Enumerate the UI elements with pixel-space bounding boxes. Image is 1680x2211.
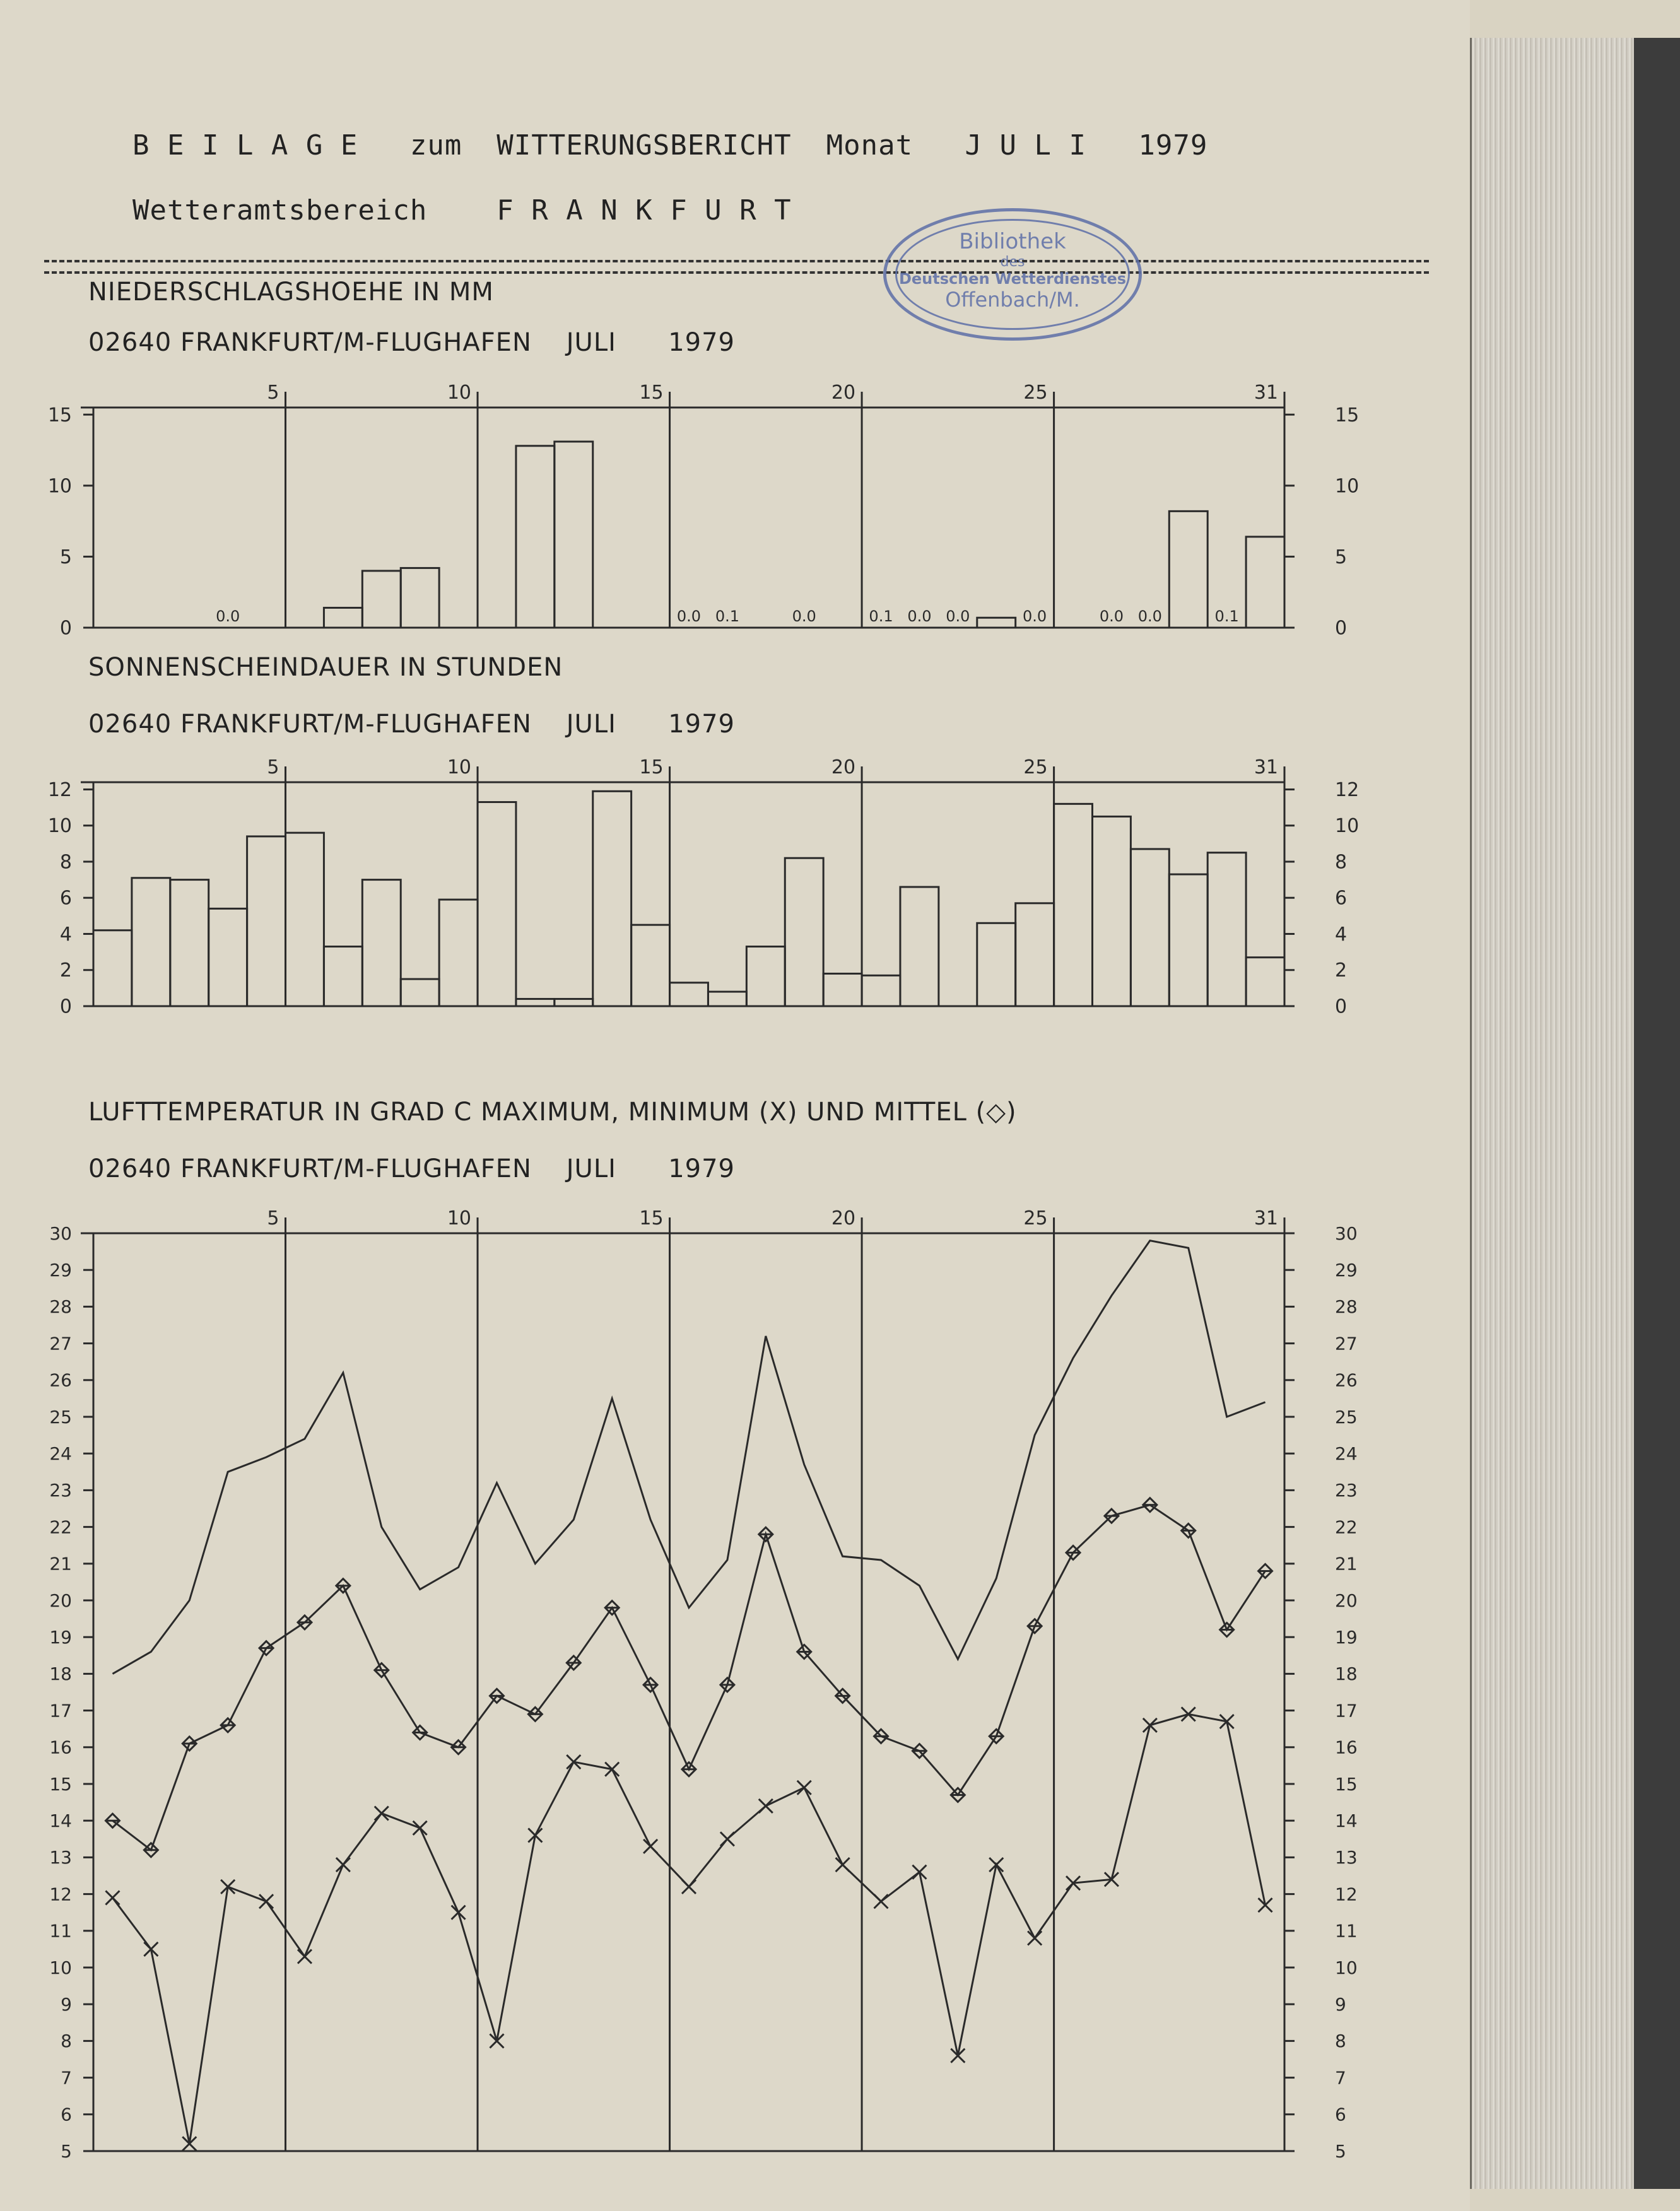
bar-value-label: 0.0	[1137, 607, 1162, 625]
minimum-x-marker	[912, 1865, 926, 1879]
y-tick-label-left: 5	[59, 546, 72, 568]
header-line-2: Wetteramtsbereich F R A N K F U R T	[132, 194, 792, 226]
bar	[1169, 874, 1207, 1006]
y-tick-label-right: 15	[1335, 1773, 1358, 1795]
bar	[1092, 816, 1131, 1006]
bar	[209, 908, 247, 1006]
library-stamp	[883, 208, 1142, 341]
bar	[1169, 511, 1207, 628]
book-page-edges	[1470, 38, 1636, 2189]
y-tick-label-right: 17	[1335, 1700, 1358, 1721]
minimum-x-marker	[643, 1839, 657, 1853]
mittel-diamond-marker	[259, 1641, 273, 1655]
y-tick-label-left: 23	[49, 1480, 72, 1501]
mittel-diamond-marker	[567, 1656, 580, 1670]
x-tick-label: 15	[639, 382, 664, 404]
bar-value-label: 0.0	[676, 607, 702, 625]
bar	[555, 999, 593, 1006]
y-tick-label-left: 29	[49, 1260, 72, 1281]
bar	[286, 833, 324, 1006]
y-tick-label-left: 24	[49, 1443, 72, 1464]
y-tick-label-left: 20	[49, 1590, 72, 1611]
bar-value-label: 0.1	[1214, 607, 1239, 625]
x-tick-label: 15	[639, 1207, 664, 1229]
y-tick-label-right: 7	[1335, 2067, 1346, 2089]
y-tick-label-left: 7	[61, 2067, 72, 2089]
y-tick-label-left: 4	[59, 923, 72, 946]
mittel-diamond-marker	[989, 1729, 1003, 1743]
minimum-x-marker	[375, 1807, 389, 1821]
y-tick-label-right: 14	[1335, 1810, 1358, 1831]
bar	[670, 983, 708, 1006]
y-tick-label-right: 26	[1335, 1369, 1358, 1391]
bar	[631, 925, 670, 1006]
bar	[93, 930, 132, 1006]
minimum-x-marker	[1143, 1718, 1157, 1732]
y-tick-label-left: 12	[47, 778, 72, 801]
mittel-diamond-marker	[759, 1527, 773, 1541]
minimum-x-marker	[1028, 1931, 1042, 1945]
bar	[593, 791, 631, 1006]
y-tick-label-left: 19	[49, 1627, 72, 1648]
y-tick-label-right: 12	[1335, 1884, 1358, 1905]
y-tick-label-right: 8	[1335, 2031, 1346, 2052]
x-tick-label: 20	[831, 756, 856, 778]
bar	[823, 973, 862, 1006]
y-tick-label-left: 11	[49, 1920, 72, 1942]
bar	[555, 442, 593, 628]
stamp-line-3: Deutschen Wetterdienstes	[898, 270, 1127, 288]
x-tick-label: 15	[639, 756, 664, 778]
y-tick-label-left: 15	[47, 404, 72, 426]
minimum-x-marker	[298, 1950, 312, 1964]
y-tick-label-left: 8	[59, 851, 72, 874]
y-tick-label-right: 29	[1335, 1260, 1358, 1281]
bar-value-label: 0.0	[907, 607, 932, 625]
sunshine-chart	[0, 751, 1388, 1028]
double-rule-divider	[44, 260, 1429, 274]
y-tick-label-right: 12	[1335, 778, 1360, 801]
y-tick-label-left: 21	[49, 1553, 72, 1575]
y-tick-label-left: 27	[49, 1333, 72, 1354]
y-tick-label-right: 23	[1335, 1480, 1358, 1501]
stamp-line-1: Bibliothek	[959, 229, 1066, 254]
bar	[1054, 804, 1093, 1006]
precipitation-chart	[0, 372, 1388, 637]
y-tick-label-left: 0	[59, 995, 72, 1018]
bar-value-label: 0.0	[1099, 607, 1124, 625]
y-tick-label-right: 27	[1335, 1333, 1358, 1354]
mittel-diamond-marker	[452, 1740, 466, 1754]
y-tick-label-left: 15	[49, 1773, 72, 1795]
bar	[1131, 849, 1169, 1006]
y-tick-label-right: 15	[1335, 404, 1360, 426]
minimum-x-marker	[989, 1858, 1003, 1872]
y-tick-label-left: 10	[49, 1957, 72, 1978]
y-tick-label-right: 9	[1335, 1994, 1346, 2015]
bar	[977, 618, 1016, 628]
bar	[746, 947, 785, 1006]
header-line-1: B E I L A G E zum WITTERUNGSBERICHT Monat J U L I 1979	[132, 129, 1208, 161]
mittel-diamond-marker	[490, 1689, 503, 1703]
mittel-diamond-marker	[720, 1678, 734, 1692]
y-tick-label-right: 5	[1335, 546, 1348, 568]
stamp-line-4: Offenbach/M.	[945, 288, 1080, 312]
bar	[516, 999, 555, 1006]
minimum-x-marker	[836, 1858, 850, 1872]
y-tick-label-left: 12	[49, 1884, 72, 1905]
y-tick-label-left: 8	[61, 2031, 72, 2052]
bar-value-label: 0.0	[1023, 607, 1047, 625]
temperature-title: LUFTTEMPERATUR IN GRAD C MAXIMUM, MINIMUM (X) UND MITTEL (◇)	[88, 1098, 1017, 1127]
minimum-x-marker	[105, 1891, 119, 1904]
x-tick-label: 5	[267, 756, 279, 778]
mittel-diamond-marker	[182, 1737, 196, 1751]
precip-subtitle: 02640 FRANKFURT/M-FLUGHAFEN JULI 1979	[88, 328, 735, 357]
temperature-subtitle: 02640 FRANKFURT/M-FLUGHAFEN JULI 1979	[88, 1154, 735, 1183]
y-tick-label-right: 4	[1335, 923, 1348, 946]
minimum-x-marker	[413, 1821, 427, 1835]
y-tick-label-left: 17	[49, 1700, 72, 1721]
bar	[362, 880, 401, 1006]
bar	[401, 568, 439, 628]
x-tick-label: 31	[1254, 382, 1278, 404]
y-tick-label-right: 11	[1335, 1920, 1358, 1942]
y-tick-label-left: 5	[61, 2140, 72, 2162]
mittel-diamond-marker	[1028, 1619, 1042, 1633]
minimum-x-marker	[682, 1880, 696, 1894]
mittel-diamond-marker	[682, 1762, 696, 1776]
minimum-x-marker	[874, 1894, 888, 1908]
minimum-x-marker	[951, 2049, 965, 2063]
y-tick-label-left: 6	[59, 887, 72, 910]
x-tick-label: 20	[831, 1207, 856, 1229]
y-tick-label-right: 28	[1335, 1296, 1358, 1318]
bar	[1207, 853, 1246, 1006]
bar	[170, 880, 209, 1006]
precip-title: NIEDERSCHLAGSHOEHE IN MM	[88, 278, 494, 307]
x-tick-label: 5	[267, 382, 279, 404]
y-tick-label-left: 10	[47, 815, 72, 838]
bar	[132, 878, 170, 1006]
y-tick-label-left: 14	[49, 1810, 72, 1831]
y-tick-label-right: 18	[1335, 1663, 1358, 1685]
x-tick-label: 31	[1254, 756, 1278, 778]
mittel-diamond-marker	[643, 1678, 657, 1692]
y-tick-label-left: 26	[49, 1369, 72, 1391]
sunshine-title: SONNENSCHEINDAUER IN STUNDEN	[88, 653, 563, 682]
minimum-x-marker	[452, 1906, 466, 1920]
y-tick-label-left: 30	[49, 1223, 72, 1244]
y-tick-label-right: 24	[1335, 1443, 1358, 1464]
y-tick-label-left: 2	[59, 959, 72, 982]
bar	[324, 607, 362, 628]
x-tick-label: 25	[1023, 756, 1048, 778]
y-tick-label-right: 19	[1335, 1627, 1358, 1648]
y-tick-label-right: 25	[1335, 1406, 1358, 1428]
mittel-diamond-marker	[1220, 1623, 1234, 1637]
bar	[1246, 537, 1284, 628]
mittel-diamond-marker	[413, 1726, 427, 1740]
minimum-x-marker	[259, 1894, 273, 1908]
mittel-diamond-marker	[221, 1718, 235, 1732]
bar	[785, 858, 823, 1006]
bar	[900, 887, 939, 1006]
bar	[862, 975, 900, 1006]
minimum-x-marker	[759, 1799, 773, 1813]
y-tick-label-right: 5	[1335, 2140, 1346, 2162]
y-tick-label-left: 10	[47, 475, 72, 498]
y-tick-label-left: 22	[49, 1516, 72, 1538]
x-tick-label: 31	[1254, 1207, 1278, 1229]
minimum-x-marker	[336, 1858, 350, 1872]
y-tick-label-right: 0	[1335, 617, 1348, 637]
y-tick-label-left: 0	[59, 617, 72, 637]
bar-value-label: 0.0	[946, 607, 970, 625]
y-tick-label-right: 0	[1335, 995, 1348, 1018]
mittel-diamond-marker	[1259, 1564, 1272, 1578]
mittel-diamond-marker	[528, 1707, 542, 1721]
bar	[977, 923, 1016, 1006]
x-tick-label: 5	[267, 1207, 279, 1229]
mittel-diamond-marker	[605, 1601, 619, 1615]
bar	[362, 571, 401, 628]
bar	[324, 947, 362, 1006]
bar-value-label: 0.0	[216, 607, 240, 625]
y-tick-label-right: 10	[1335, 1957, 1358, 1978]
y-tick-label-right: 20	[1335, 1590, 1358, 1611]
y-tick-label-right: 6	[1335, 887, 1348, 910]
bar	[401, 979, 439, 1006]
y-tick-label-right: 6	[1335, 2104, 1346, 2125]
mittel-diamond-marker	[1182, 1523, 1195, 1537]
bar-value-label: 0.1	[715, 607, 739, 625]
y-tick-label-right: 13	[1335, 1847, 1358, 1868]
minimum-x-marker	[720, 1832, 734, 1846]
bar	[516, 446, 555, 628]
y-tick-label-right: 10	[1335, 815, 1360, 838]
mittel-diamond-marker	[375, 1663, 389, 1677]
bar	[478, 802, 516, 1006]
x-tick-label: 25	[1023, 1207, 1048, 1229]
bar	[1246, 958, 1284, 1006]
bar	[708, 992, 746, 1006]
y-tick-label-left: 25	[49, 1406, 72, 1428]
y-tick-label-right: 16	[1335, 1737, 1358, 1758]
minimum-x-marker	[1259, 1898, 1272, 1912]
x-tick-label: 10	[447, 756, 472, 778]
stamp-line-2: des	[1000, 254, 1025, 270]
bar	[247, 836, 286, 1006]
bar-value-label: 0.1	[869, 607, 893, 625]
x-tick-label: 10	[447, 1207, 472, 1229]
y-tick-label-left: 6	[61, 2104, 72, 2125]
minimum-x-marker	[797, 1781, 811, 1795]
sunshine-subtitle: 02640 FRANKFURT/M-FLUGHAFEN JULI 1979	[88, 710, 735, 739]
y-tick-label-left: 13	[49, 1847, 72, 1868]
y-tick-label-right: 30	[1335, 1223, 1358, 1244]
bar	[439, 900, 478, 1006]
y-tick-label-right: 8	[1335, 851, 1348, 874]
y-tick-label-left: 9	[61, 1994, 72, 2015]
y-tick-label-left: 28	[49, 1296, 72, 1318]
temperature-chart	[0, 1192, 1388, 2176]
bar	[1016, 903, 1054, 1006]
x-tick-label: 20	[831, 382, 856, 404]
mittel-diamond-marker	[1143, 1498, 1157, 1512]
book-cover	[1634, 38, 1680, 2189]
y-tick-label-left: 18	[49, 1663, 72, 1685]
x-tick-label: 25	[1023, 382, 1048, 404]
bar-value-label: 0.0	[792, 607, 816, 625]
y-tick-label-right: 21	[1335, 1553, 1358, 1575]
y-tick-label-right: 22	[1335, 1516, 1358, 1538]
y-tick-label-left: 16	[49, 1737, 72, 1758]
x-tick-label: 10	[447, 382, 472, 404]
y-tick-label-right: 2	[1335, 959, 1348, 982]
y-tick-label-right: 10	[1335, 475, 1360, 498]
